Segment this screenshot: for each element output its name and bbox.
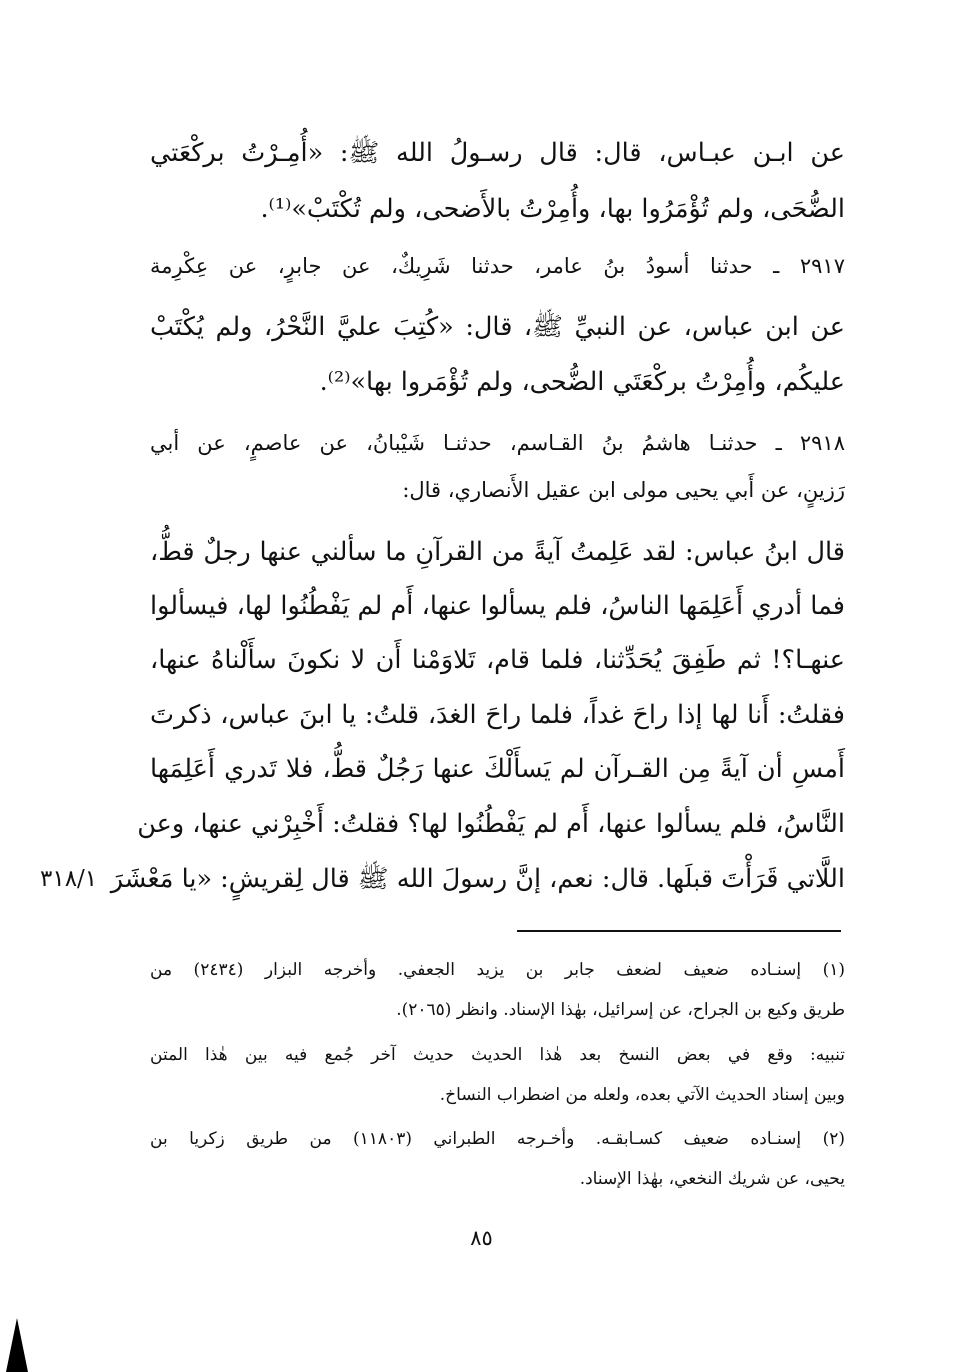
- margin-reference: ٣١٨/١: [40, 866, 98, 892]
- text-line-8: قال ابنُ عباس: لقد عَلِمتُ آيةً من القرآنِ ما سألني عنها رجلٌ قطُّ،: [150, 537, 845, 567]
- hadith-2918-chain-end: رَزينٍ، عن أَبي يحيى مولى ابن عقيل الأَنصاري، قال:: [402, 478, 845, 502]
- text-line-4: عن ابن عباس، عن النبيِّ ﷺ، قال: «كُتِبَ عليَّ النَّحْرُ، ولم يُكْتَبْ: [150, 312, 845, 342]
- scan-edge-mark: [6, 1318, 28, 1372]
- footnote-2-line-2: يحيى، عن شريك النخعي، بهٰذا الإسناد.: [579, 1169, 845, 1189]
- text-line-9: فما أدري أَعَلِمَها الناسُ، فلم يسألوا عنها، أَم لم يَفْطُنُوا لها، فيسألوا: [150, 591, 845, 621]
- text-line-14: اللَّاتي قَرَأْتَ قبلَها. قال: نعم، إنَّ رسولَ الله ﷺ قال لِقريشٍ: «يا مَعْشَرَ: [110, 864, 845, 894]
- footnote-2-line-1: (٢) إسنـاده ضعيف كسـابقـه. وأخـرجه الطبراني (١١٨٠٣) من طريق زكريا بن: [150, 1129, 845, 1149]
- text-line-13: النَّاسُ، فلم يسألوا عنها، أَم لم يَفْطُنُوا لها؟ فقلتُ: أَخْبِرْني عنها، وعن: [137, 809, 845, 839]
- page-number: ٨٥: [470, 1226, 493, 1250]
- footnote-1-line-2: طريق وكيع بن الجراح، عن إسرائيل، بهٰذا الإسناد. وانظر (٢٠٦٥).: [396, 1000, 845, 1020]
- text-line-12: أَمسِ أن آيةً مِن القـرآن لم يَسأَلْكَ عنها رَجُلٌ قطُّ، فلا تَدري أَعَلِمَها: [150, 754, 845, 784]
- footnote-divider: [517, 930, 841, 932]
- text-line-10: عنهـا؟! ثم طَفِقَ يُحَدِّثنا، فلما قام، تَلاوَمْنا أَن لا نكونَ سأَلْناهُ عنها،: [150, 645, 845, 675]
- text-line-11: فقلتُ: أَنا لها إذا راحَ غداً، فلما راحَ الغدَ، قلتُ: يا ابنَ عباس، ذكرتَ: [150, 700, 845, 730]
- hadith-2917-chain: ٢٩١٧ ـ حدثنا أسودُ بنُ عامر، حدثنا شَرِيكٌ، عن جابرٍ، عن عِكْرِمة: [150, 254, 845, 278]
- text-line-2: الضُّحَى، ولم تُؤْمَرُوا بها، وأُمِرْتُ بالأَضحى، ولم تُكْتَبْ»⁽¹⁾.: [260, 194, 845, 224]
- text-line-1: عن ابـن عبـاس، قال: قال رسـولُ الله ﷺ: «أُمِـرْتُ بركْعَتي: [150, 138, 845, 168]
- footnote-note-line-2: وبين إسناد الحديث الآتي بعده، ولعله من اضطراب النساخ.: [439, 1085, 845, 1105]
- hadith-2918-chain: ٢٩١٨ ـ حدثنـا هاشمُ بنُ القـاسم، حدثنـا شَيْبانُ، عن عاصمٍ، عن أبي: [150, 431, 845, 455]
- text-line-5: عليكُم، وأُمِرْتُ بركْعَتَي الضُّحى، ولم تُؤْمَروا بها»⁽²⁾.: [319, 367, 845, 397]
- footnote-1-line-1: (١) إسنـاده ضعيف لضعف جابر بن يزيد الجعفي. وأخرجه البزار (٢٤٣٤) من: [150, 960, 845, 980]
- footnote-note-line-1: تنبيه: وقع في بعض النسخ بعد هٰذا الحديث حديث آخر جُمع فيه بين هٰذا المتن: [150, 1045, 845, 1065]
